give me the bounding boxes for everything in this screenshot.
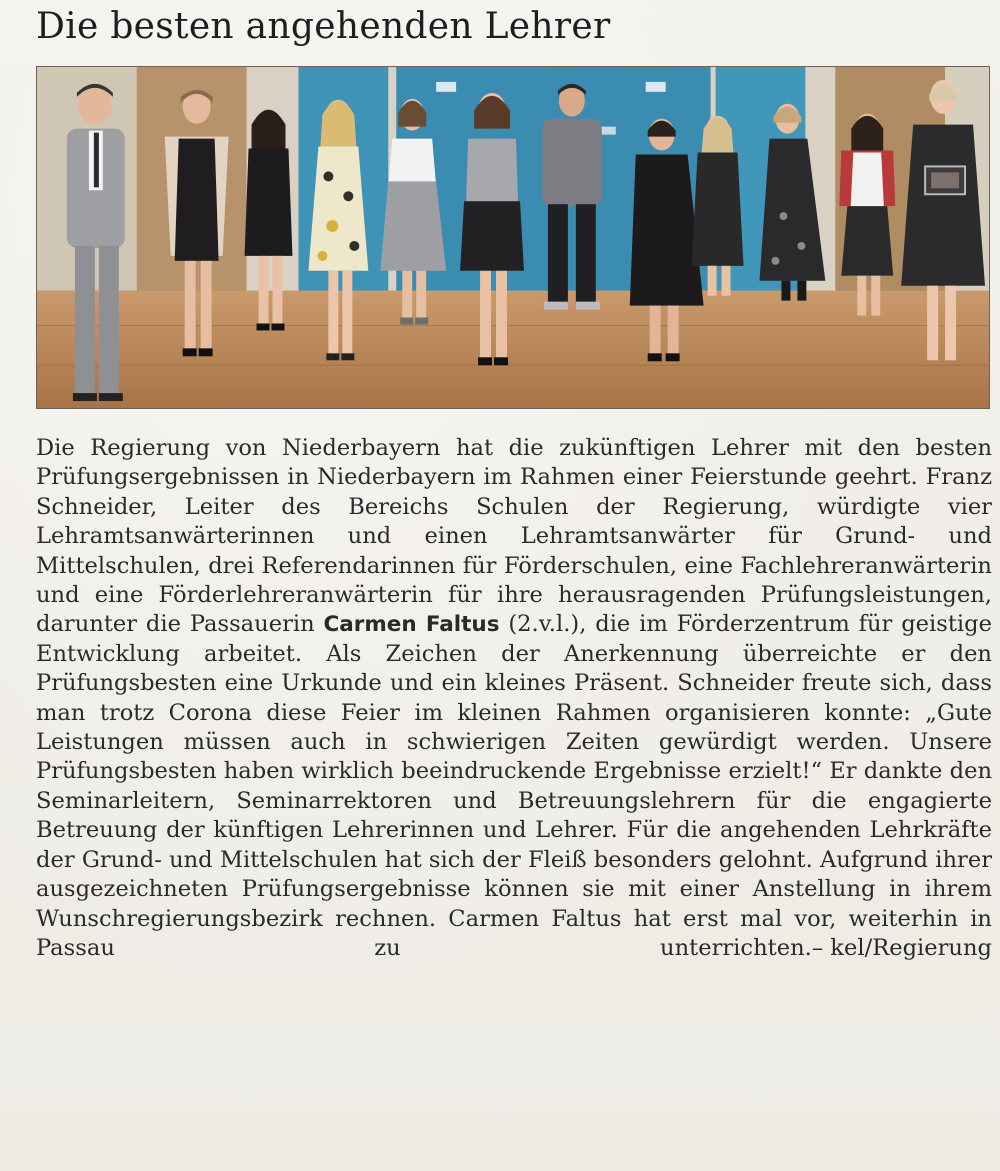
article-credit: – kel/Regierung [811,934,992,961]
group-photo [36,66,990,409]
article-body [36,434,992,963]
article-text-continued: (2.v.l.), die im Förderzentrum für geistige Entwicklung arbeitet. Als Zeichen der Anerkennung überreichte er den Prüfungsbesten eine Urkunde und ein kleines Präsent. Schneider freute sich, dass man trotz Corona diese Feier im kleinen Rahmen organisieren konnte: „Gute Leistungen müssen auch in schwierigen Zeiten gewürdigt werden. Unsere Prüfungsbesten haben wirklich beeindruckende Ergebnisse erzielt!“ Er dankte den Seminarleitern, Seminarrektoren und Betreuungslehrern für die engagierte Betreuung der künftigen Lehrerinnen und Lehrer. Für die angehenden Lehrkräfte der Grund- und Mittelschulen hat sich der Fleiß besonders gelohnt. Aufgrund ihrer ausgezeichneten Prüfungsergebnisse können sie mit einer Anstellung in ihrem Wunschregierungsbezirk rechnen. Carmen Faltus hat erst mal vor, weiterhin in Passau zu unterrichten. [36,611,992,961]
article-headline: Die besten angehenden Lehrer [36,6,611,47]
article-text-intro: Die Regierung von Niederbayern hat die zukünftigen Lehrer mit den besten Prüfungsergebnissen in Niederbayern im Rahmen einer Feierstunde geehrt. Franz Schneider, Leiter des Bereichs Schulen der Regierung, würdigte vier Lehramtsanwärterinnen und einen Lehramtsanwärter für Grund- und Mittelschulen, drei Referendarinnen für Förderschulen, eine Fachlehreranwärterin und eine Förderlehreranwärterin für ihre herausragenden Prüfungsleistungen, darunter die Passauerin [36,435,992,638]
highlighted-name: Carmen Faltus [323,612,500,638]
article-paragraph [36,434,992,963]
group-photo-illustration [37,67,989,408]
